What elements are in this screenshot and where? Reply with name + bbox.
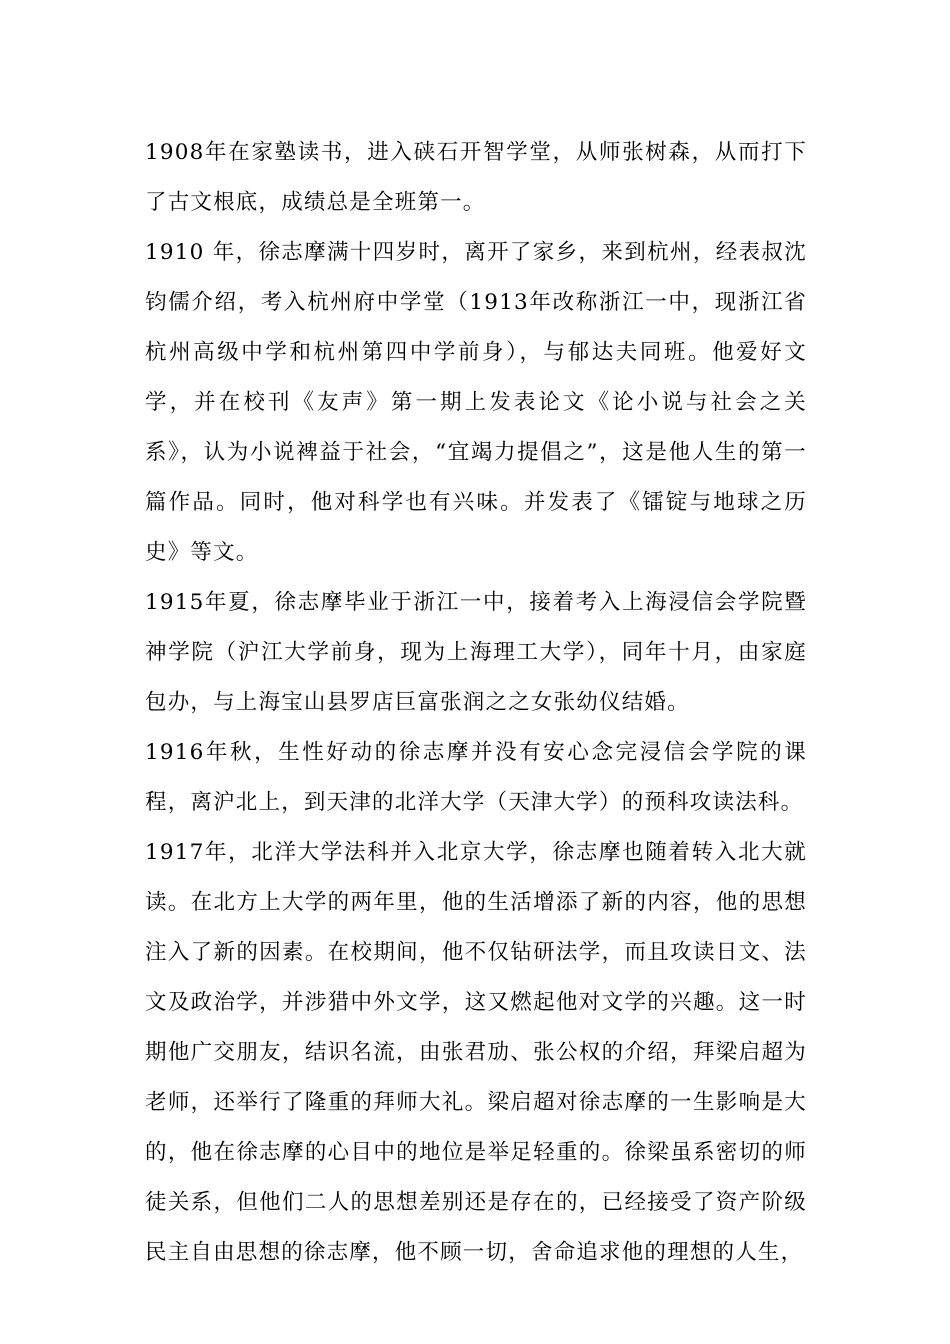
paragraph-1908: 1908年在家塾读书，进入硖石开智学堂，从师张树森，从而打下了古文根底，成绩总是全班第一。: [145, 140, 807, 215]
paragraph-1916: 1916年秋，生性好动的徐志摩并没有安心念完浸信会学院的课程，离沪北上，到天津的北洋大学（天津大学）的预科攻读法科。: [145, 740, 807, 815]
document-body: [145, 128, 807, 1278]
paragraph-1917: 1917年，北洋大学法科并入北京大学，徐志摩也随着转入北大就读。在北方上大学的两年里，他的生活增添了新的内容，他的思想注入了新的因素。在校期间，他不仅钻研法学，而且攻读日文、法文及政治学，并涉猎中外文学，这又燃起他对文学的兴趣。这一时期他广交朋友，结识名流，由张君劢、张公权的介绍，拜梁启超为老师，还举行了隆重的拜师大礼。梁启超对徐志摩的一生影响是大的，他在徐志摩的心目中的地位是举足轻重的。徐梁虽系密切的师徒关系，但他们二人的思想差别还是存在的，已经接受了资产阶级民主自由思想的徐志摩，他不顾一切，舍命追求他的理想的人生，: [145, 840, 807, 1265]
paragraph-1910: 1910 年，徐志摩满十四岁时，离开了家乡，来到杭州，经表叔沈钧儒介绍，考入杭州府中学堂（1913年改称浙江一中，现浙江省杭州高级中学和杭州第四中学前身），与郁达夫同班。他爱好文学，并在校刊《友声》第一期上发表论文《论小说与社会之关系》，认为小说裨益于社会，“宜竭力提倡之”，这是他人生的第一篇作品。同时，他对科学也有兴味。并发表了《镭锭与地球之历史》等文。: [145, 240, 807, 565]
paragraph-1915: 1915年夏，徐志摩毕业于浙江一中，接着考入上海浸信会学院暨神学院（沪江大学前身，现为上海理工大学），同年十月，由家庭包办，与上海宝山县罗店巨富张润之之女张幼仪结婚。: [145, 590, 807, 715]
